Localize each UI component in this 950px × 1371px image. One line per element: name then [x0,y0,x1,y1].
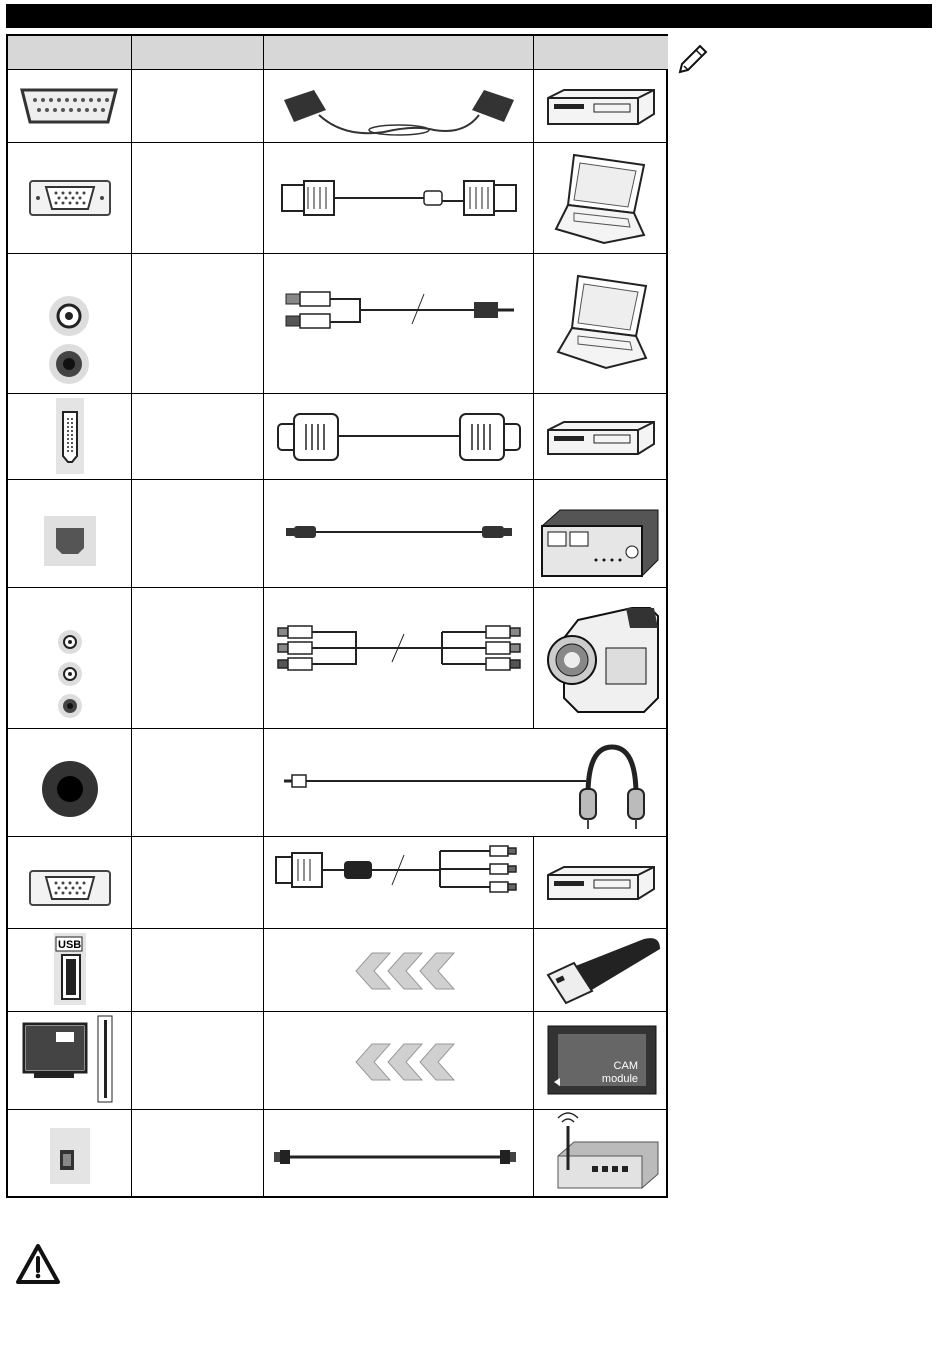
table-row-9-type [132,929,264,1012]
table-row-1-cable [264,70,534,143]
header-cell-cables [264,36,534,70]
hdmi-port-icon [8,394,130,479]
table-row-10-device [534,1012,668,1110]
component-rca-port-icon [8,588,130,728]
scart-cable-icon [264,70,534,142]
warning-triangle-icon [14,1242,62,1286]
table-row-3-port [8,254,132,394]
hdmi-cable-icon [264,394,534,479]
table-row-4-device [534,394,668,480]
table-row-8-port [8,837,132,929]
table-row-3-type [132,254,264,394]
ypbpr-vga-port-icon [8,837,130,928]
audio-rca-port-icon [8,254,130,393]
table-row-5-cable [264,480,534,588]
table-row-8-type [132,837,264,929]
wireless-router-icon [534,1110,668,1197]
optical-spdif-port-icon [8,480,130,587]
table-row-7-port [8,729,132,837]
table-row-11-cable [264,1110,534,1198]
vga-to-component-cable-icon [264,837,534,928]
table-row-9-device [534,929,668,1012]
table-row-2-device [534,143,668,254]
insert-arrows-icon [264,1012,534,1109]
table-row-2-port [8,143,132,254]
usb-stick-icon [534,929,668,1011]
table-row-11-port [8,1110,132,1198]
table-row-6-port [8,588,132,729]
table-row-10-type [132,1012,264,1110]
table-row-3-device [534,254,668,394]
common-interface-slot-icon [8,1012,130,1109]
table-row-5-device [534,480,668,588]
table-row-1-device [534,70,668,143]
usb-label: USB [58,939,82,951]
table-row-1-port [8,70,132,143]
lan-port-icon [8,1110,130,1197]
connection-table [6,34,668,1198]
laptop-icon [534,254,668,393]
table-row-5-port [8,480,132,588]
rca-to-minijack-cable-icon [264,254,534,393]
laptop-icon [534,143,668,253]
table-row-11-device [534,1110,668,1198]
table-row-4-port [8,394,132,480]
table-row-4-cable [264,394,534,480]
table-row-6-device [534,588,668,729]
table-row-4-type [132,394,264,480]
cam-label-line2: module [601,1073,638,1085]
table-row-8-cable [264,837,534,929]
insert-arrows-icon [264,929,534,1011]
scart-port-icon [8,70,130,142]
table-row-5-type [132,480,264,588]
table-row-10-port [8,1012,132,1110]
table-row-9-cable [264,929,534,1012]
table-row-9-port [8,929,132,1012]
camcorder-icon [534,588,668,728]
header-cell-connector [8,36,132,70]
table-row-6-type [132,588,264,729]
header-cell-type [132,36,264,70]
table-row-11-type [132,1110,264,1198]
vga-port-icon [8,143,130,253]
pencil-note-icon [676,40,712,74]
headphones-icon [572,733,652,833]
dvd-player-icon [534,837,668,928]
vga-cable-icon [264,143,534,253]
table-row-6-cable [264,588,534,729]
dvd-player-icon [534,394,668,479]
table-row-10-cable [264,1012,534,1110]
table-row-8-device [534,837,668,929]
table-row-7-type [132,729,264,837]
header-cell-device [534,36,668,70]
component-cable-icon [264,588,534,728]
headphone-jack-icon [8,729,130,836]
vcr-player-icon [534,70,668,142]
cam-module-icon [534,1012,668,1109]
optical-cable-icon [264,480,534,587]
table-row-2-cable [264,143,534,254]
table-row-3-cable [264,254,534,394]
top-black-bar [6,4,932,28]
cam-label-line1: CAM [613,1060,638,1072]
ethernet-cable-icon [264,1110,534,1197]
table-row-2-type [132,143,264,254]
amplifier-icon [534,480,668,587]
table-row-7-cable [264,729,668,837]
table-row-1-type [132,70,264,143]
